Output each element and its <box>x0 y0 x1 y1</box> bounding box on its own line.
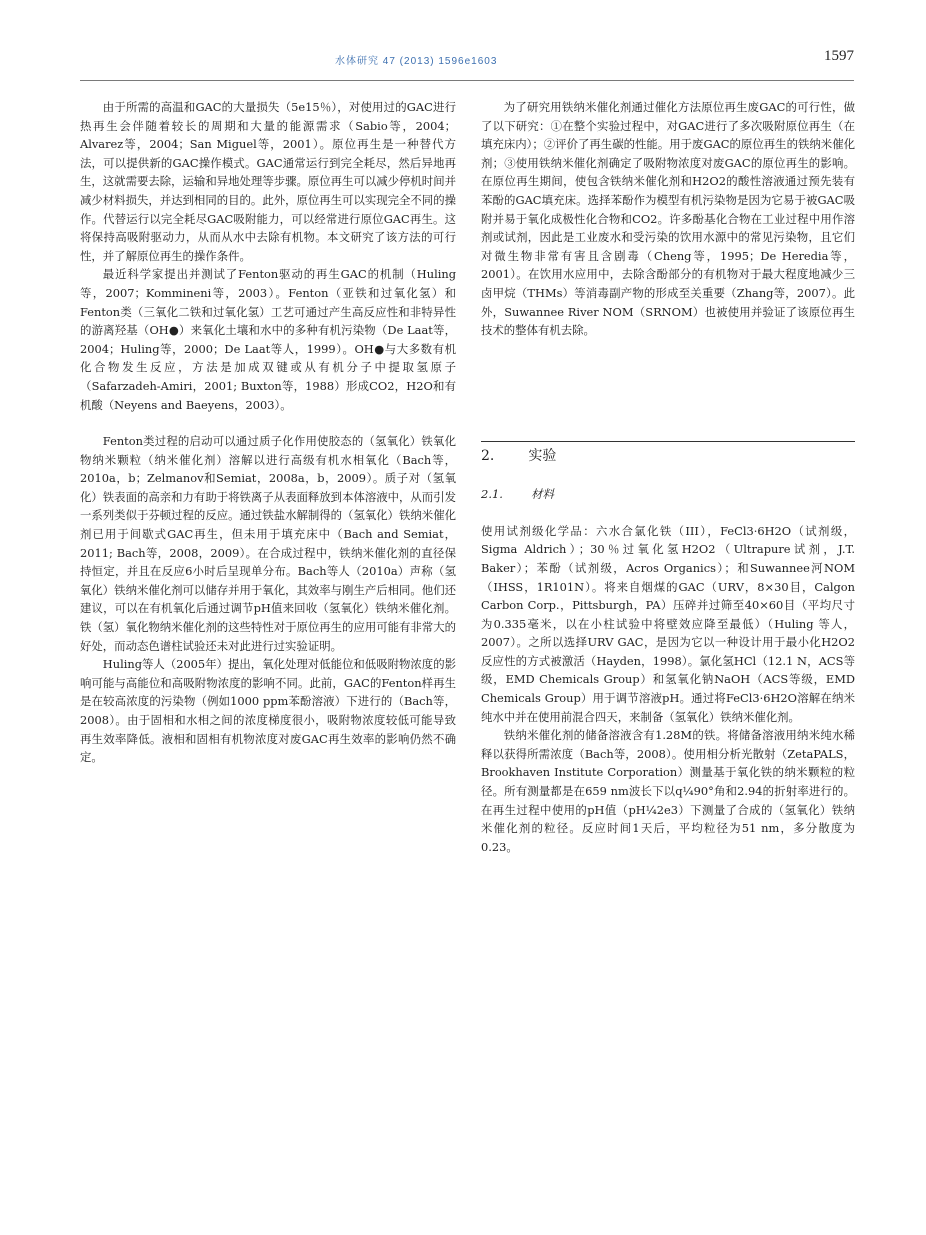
left-column <box>80 98 456 767</box>
study-objectives-paragraph: 为了研究用铁纳米催化剂通过催化方法原位再生废GAC的可行性，做了以下研究：①在整个实验过程中，对GAC进行了多次吸附原位再生（在填充床内）；②评价了再生碳的性能。用于废GAC的原位再生的铁纳米催化剂；③使用铁纳米催化剂确定了吸附物浓度对废GAC的原位再生的影响。在原位再生期间，使包含铁纳米催化剂和H2O2的酸性溶液通过预先装有苯酚的GAC填充床。选择苯酚作为模型有机污染物是因为它易于被GAC吸附并易于氧化成极性化合物和CO2。许多酚基化合物在工业过程中用作溶剂或试剂，因此是工业废水和受污染的饮用水源中的常见污染物，且它们对微生物非常有害且含剧毒（Cheng等，1995；De Heredia等，2001）。在饮用水应用中，去除含酚部分的有机物对于最大程度地减少三卤甲烷（THMs）等消毒副产物的形成至关重要（Zhang等，2007）。此外，Suwannee River NOM（SRNOM）也被使用并验证了该原位再生技术的整体有机去除。 <box>481 100 855 338</box>
subsection-title: 材料 <box>530 486 554 501</box>
section-heading <box>481 446 855 468</box>
intro-paragraph-4: Huling等人（2005年）提出，氧化处理对低能位和低吸附物浓度的影响可能与高能位和高吸附物浓度的影响不同。此前，GAC的Fenton样再生是在较高浓度的污染物（例如1000 ppm苯酚溶液）下进行的（Bach等，2008）。由于固相和水相之间的浓度梯度很小，吸附物浓度较低可能导致再生效率降低。液相和固相有机物浓度对废GAC再生效率的影响仍然不确定。 <box>80 657 456 765</box>
section-title: 实验 <box>528 447 557 464</box>
right-column <box>481 98 855 856</box>
subsection-number: 2.1. <box>481 486 503 501</box>
page-header <box>80 48 854 81</box>
materials-paragraph-1: 使用试剂级化学品：六水合氯化铁（III），FeCl3·6H2O（试剂级，Sigma Aldrich）；30％过氧化氢H2O2（Ultrapure试剂，J.T. Baker）；苯酚（试剂级，Acros Organics）；和Suwannee河NOM（IHSS，1R101N）。将来自烟煤的GAC（URV，8×30目，Calgon Carbon Corp.，Pittsburgh，PA）压碎并过筛至40×60目（平均尺寸为0.335毫米，以在小柱试验中将壁效应降至最低）（Huling 等人，2007）。之所以选择URV GAC，是因为它以一种设计用于最小化H2O2反应性的方式被激活（Hayden，1998）。氯化氢HCl（12.1 N，ACS等级，EMD Chemicals Group）和氢氧化钠NaOH（ACS等级，EMD Chemicals Group）用于调节溶液pH。通过将FeCl3·6H2O溶解在纳米纯水中并在使用前混合四天，来制备（氢氧化）铁纳米催化剂。 <box>481 523 855 724</box>
section-divider <box>481 441 855 442</box>
section-number: 2. <box>481 447 495 464</box>
journal-reference: 水体研究 47 (2013) 1596e1603 <box>335 56 498 67</box>
subsection-heading <box>481 484 855 504</box>
intro-paragraph-2: 最近科学家提出并测试了Fenton驱动的再生GAC的机制（Huling等，2007；Kommineni等，2003）。Fenton（亚铁和过氧化氢）和Fenton类（三氧化二铁和过氧化氢）工艺可通过产生高反应性和非特异性的游离羟基（OH●）来氧化土壤和水中的多种有机污染物（De Laat等，2004；Huling等，2000；De Laat等人，1999）。OH●与大多数有机化合物发生反应，方法是加成双键或从有机分子中提取氢原子（Safarzadeh-Amiri，2001; Buxton等，1988）形成CO2，H2O和有机酸（Neyens and Baeyens，2003）。 <box>80 267 456 412</box>
intro-paragraph-3: Fenton类过程的启动可以通过质子化作用使胶态的（氢氧化）铁氧化物纳米颗粒（纳米催化剂）溶解以进行高级有机水相氧化（Bach等，2010a，b；Zelmanov和Semiat，2008a，b，2009）。质子对（氢氧化）铁表面的高亲和力有助于将铁离子从表面释放到本体溶液中，从而引发一系列类似于芬顿过程的反应。通过铁盐水解制得的（氢氧化）铁纳米催化剂已用于间歇式GAC再生，但未用于填充床中（Bach and Semiat，2011; Bach等，2008，2009）。在合成过程中，铁纳米催化剂的直径保持恒定，并且在反应6小时后呈现单分布。Bach等人（2010a）声称（氢氧化）铁纳米催化剂可以储存并用于氧化，其效率与刚生产后相同。他们还建议，可以在有机氧化后通过调节pH值来回收（氢氧化）铁纳米催化剂。铁（氢）氧化物纳米催化剂的这些特性对于原位再生的应用可能有非常大的好处，而动态色谱柱试验还未对此进行过实验证明。 <box>80 434 456 653</box>
page-number: 1597 <box>824 48 854 64</box>
materials-paragraph-2: 铁纳米催化剂的储备溶液含有1.28M的铁。将储备溶液用纳米纯水稀释以获得所需浓度（Bach等，2008）。使用相分析光散射（ZetaPALS，Brookhaven Institute Corporation）测量基于氧化铁的纳米颗粒的粒径。所有测量都是在659 nm波长下以q¼90°角和2.94的折射率进行的。在再生过程中使用的pH值（pH¼2e3）下测量了合成的（氢氧化）铁纳米催化剂的粒径。反应时间1天后，平均粒径为51 nm，多分散度为0.23。 <box>481 728 855 854</box>
intro-paragraph-1: 由于所需的高温和GAC的大量损失（5e15％），对使用过的GAC进行热再生会伴随着较长的周期和大量的能源需求（Sabio等，2004；Alvarez等，2004；San Miguel等，2001）。原位再生是一种替代方法，可以提供新的GAC操作模式。GAC通常运行到完全耗尽，然后异地再生，这就需要去除，运输和异地处理等步骤。原位再生可以减少停机时间并减少材料损失，并达到相同的目的。此外，原位再生可以实现完全不同的操作。代替运行以完全耗尽GAC吸附能力，可以经常进行原位GAC再生。这将保持高吸附驱动力，从而从水中去除有机物。本文研究了该方法的可行性，并了解原位再生的操作条件。 <box>80 100 456 263</box>
